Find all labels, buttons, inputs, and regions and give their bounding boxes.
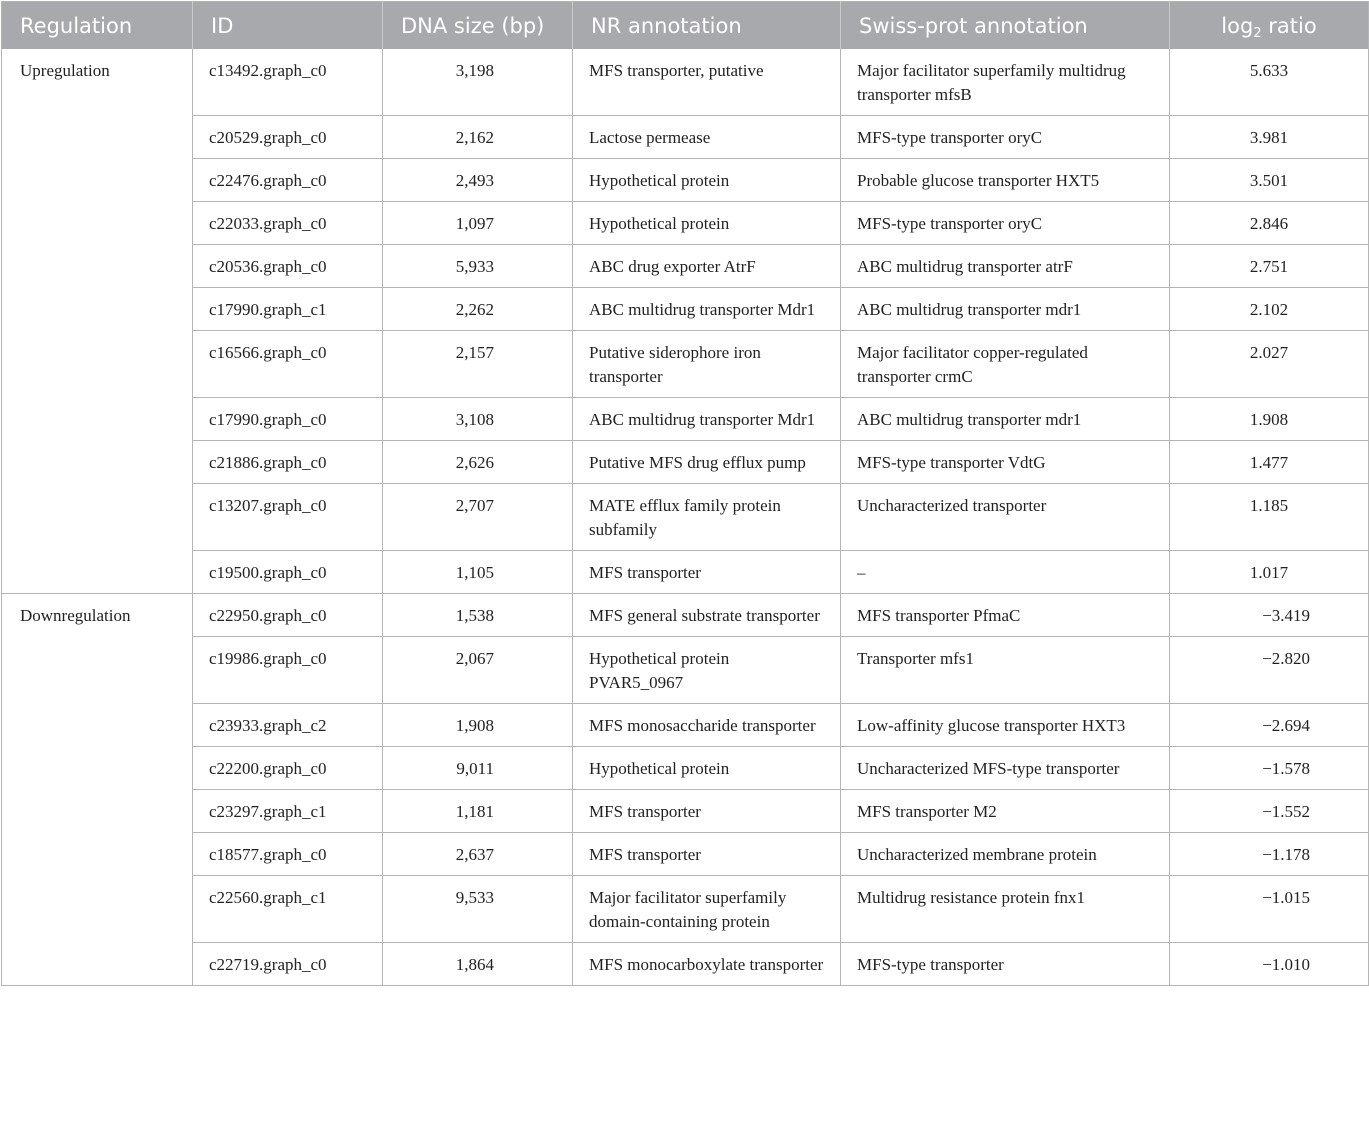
header-row <box>2 2 1369 50</box>
dna-size-cell: 2,637 <box>383 833 573 876</box>
table-row <box>2 202 1369 245</box>
nr-annotation-cell: MATE efflux family protein subfamily <box>573 484 841 551</box>
swiss-prot-cell: MFS-type transporter <box>841 943 1170 986</box>
log2-ratio-cell: 5.633 <box>1170 49 1369 116</box>
table-row <box>2 441 1369 484</box>
id-cell: c22476.graph_c0 <box>193 159 383 202</box>
transporter-table <box>1 1 1369 986</box>
nr-annotation-cell: Hypothetical protein <box>573 747 841 790</box>
dna-size-cell: 9,011 <box>383 747 573 790</box>
id-cell: c19500.graph_c0 <box>193 551 383 594</box>
log2-ratio-cell: −1.010 <box>1170 943 1369 986</box>
table-row <box>2 551 1369 594</box>
table-row <box>2 594 1369 637</box>
dna-size-cell: 1,864 <box>383 943 573 986</box>
nr-annotation-cell: MFS general substrate transporter <box>573 594 841 637</box>
swiss-prot-cell: Uncharacterized membrane protein <box>841 833 1170 876</box>
dna-size-cell: 1,097 <box>383 202 573 245</box>
id-cell: c22560.graph_c1 <box>193 876 383 943</box>
swiss-prot-cell: Multidrug resistance protein fnx1 <box>841 876 1170 943</box>
header-swiss-prot-annotation: Swiss-prot annotation <box>841 2 1170 50</box>
id-cell: c16566.graph_c0 <box>193 331 383 398</box>
nr-annotation-cell: MFS transporter <box>573 551 841 594</box>
table-row <box>2 398 1369 441</box>
regulation-cell: Downregulation <box>2 594 193 986</box>
id-cell: c17990.graph_c1 <box>193 288 383 331</box>
nr-annotation-cell: Lactose permease <box>573 116 841 159</box>
id-cell: c22719.graph_c0 <box>193 943 383 986</box>
log2-ratio-cell: −3.419 <box>1170 594 1369 637</box>
id-cell: c22200.graph_c0 <box>193 747 383 790</box>
dna-size-cell: 2,157 <box>383 331 573 398</box>
table-row <box>2 288 1369 331</box>
table-row <box>2 704 1369 747</box>
log2-ratio-cell: −1.178 <box>1170 833 1369 876</box>
table-row <box>2 637 1369 704</box>
nr-annotation-cell: ABC multidrug transporter Mdr1 <box>573 398 841 441</box>
nr-annotation-cell: Hypothetical protein PVAR5_0967 <box>573 637 841 704</box>
swiss-prot-cell: MFS transporter M2 <box>841 790 1170 833</box>
log2-ratio-cell: 2.027 <box>1170 331 1369 398</box>
nr-annotation-cell: Hypothetical protein <box>573 202 841 245</box>
dna-size-cell: 3,198 <box>383 49 573 116</box>
swiss-prot-cell: Probable glucose transporter HXT5 <box>841 159 1170 202</box>
nr-annotation-cell: MFS monosaccharide transporter <box>573 704 841 747</box>
dna-size-cell: 9,533 <box>383 876 573 943</box>
dna-size-cell: 1,105 <box>383 551 573 594</box>
nr-annotation-cell: Putative MFS drug efflux pump <box>573 441 841 484</box>
id-cell: c20529.graph_c0 <box>193 116 383 159</box>
table-row <box>2 484 1369 551</box>
header-dna-size: DNA size (bp) <box>383 2 573 50</box>
swiss-prot-cell: ABC multidrug transporter atrF <box>841 245 1170 288</box>
table-row <box>2 245 1369 288</box>
log2-ratio-cell: 2.102 <box>1170 288 1369 331</box>
swiss-prot-cell: MFS-type transporter VdtG <box>841 441 1170 484</box>
id-cell: c20536.graph_c0 <box>193 245 383 288</box>
log2-ratio-cell: −1.578 <box>1170 747 1369 790</box>
nr-annotation-cell: MFS transporter, putative <box>573 49 841 116</box>
nr-annotation-cell: ABC drug exporter AtrF <box>573 245 841 288</box>
header-nr-annotation: NR annotation <box>573 2 841 50</box>
dna-size-cell: 3,108 <box>383 398 573 441</box>
swiss-prot-cell: Uncharacterized MFS-type transporter <box>841 747 1170 790</box>
id-cell: c13492.graph_c0 <box>193 49 383 116</box>
id-cell: c22033.graph_c0 <box>193 202 383 245</box>
swiss-prot-cell: Major facilitator superfamily multidrug transporter mfsB <box>841 49 1170 116</box>
header-log-suffix: ratio <box>1261 13 1317 38</box>
table-row <box>2 876 1369 943</box>
log2-ratio-cell: 1.477 <box>1170 441 1369 484</box>
table-row <box>2 943 1369 986</box>
nr-annotation-cell: ABC multidrug transporter Mdr1 <box>573 288 841 331</box>
log2-ratio-cell: 2.751 <box>1170 245 1369 288</box>
nr-annotation-cell: MFS transporter <box>573 833 841 876</box>
dna-size-cell: 2,262 <box>383 288 573 331</box>
id-cell: c17990.graph_c0 <box>193 398 383 441</box>
table-row <box>2 747 1369 790</box>
header-log-prefix: log <box>1221 13 1254 38</box>
log2-ratio-cell: −1.552 <box>1170 790 1369 833</box>
header-regulation: Regulation <box>2 2 193 50</box>
log2-ratio-cell: 1.908 <box>1170 398 1369 441</box>
swiss-prot-cell: MFS-type transporter oryC <box>841 202 1170 245</box>
log2-ratio-cell: 3.501 <box>1170 159 1369 202</box>
nr-annotation-cell: Hypothetical protein <box>573 159 841 202</box>
log2-ratio-cell: 2.846 <box>1170 202 1369 245</box>
id-cell: c23297.graph_c1 <box>193 790 383 833</box>
log2-ratio-cell: 3.981 <box>1170 116 1369 159</box>
regulation-cell: Upregulation <box>2 49 193 594</box>
log2-ratio-cell: −2.694 <box>1170 704 1369 747</box>
dna-size-cell: 5,933 <box>383 245 573 288</box>
dna-size-cell: 1,908 <box>383 704 573 747</box>
table-row <box>2 159 1369 202</box>
table-body <box>2 49 1369 986</box>
id-cell: c23933.graph_c2 <box>193 704 383 747</box>
id-cell: c19986.graph_c0 <box>193 637 383 704</box>
nr-annotation-cell: Putative siderophore iron transporter <box>573 331 841 398</box>
swiss-prot-cell: Uncharacterized transporter <box>841 484 1170 551</box>
table-row <box>2 833 1369 876</box>
dna-size-cell: 2,162 <box>383 116 573 159</box>
swiss-prot-cell: MFS-type transporter oryC <box>841 116 1170 159</box>
table-header <box>2 2 1369 50</box>
log2-ratio-cell: −2.820 <box>1170 637 1369 704</box>
header-id: ID <box>193 2 383 50</box>
dna-size-cell: 2,067 <box>383 637 573 704</box>
log2-ratio-cell: −1.015 <box>1170 876 1369 943</box>
log2-ratio-cell: 1.017 <box>1170 551 1369 594</box>
swiss-prot-cell: ABC multidrug transporter mdr1 <box>841 398 1170 441</box>
table-row <box>2 116 1369 159</box>
id-cell: c13207.graph_c0 <box>193 484 383 551</box>
swiss-prot-cell: ABC multidrug transporter mdr1 <box>841 288 1170 331</box>
header-log-subscript: 2 <box>1253 25 1262 41</box>
swiss-prot-cell: MFS transporter PfmaC <box>841 594 1170 637</box>
id-cell: c21886.graph_c0 <box>193 441 383 484</box>
log2-ratio-cell: 1.185 <box>1170 484 1369 551</box>
dna-size-cell: 1,181 <box>383 790 573 833</box>
table-row <box>2 49 1369 116</box>
swiss-prot-cell: Transporter mfs1 <box>841 637 1170 704</box>
id-cell: c22950.graph_c0 <box>193 594 383 637</box>
nr-annotation-cell: MFS monocarboxylate transporter <box>573 943 841 986</box>
dna-size-cell: 1,538 <box>383 594 573 637</box>
id-cell: c18577.graph_c0 <box>193 833 383 876</box>
swiss-prot-cell: Major facilitator copper-regulated transporter crmC <box>841 331 1170 398</box>
nr-annotation-cell: MFS transporter <box>573 790 841 833</box>
table-row <box>2 790 1369 833</box>
swiss-prot-cell: Low-affinity glucose transporter HXT3 <box>841 704 1170 747</box>
table-row <box>2 331 1369 398</box>
header-log2-ratio <box>1170 2 1369 50</box>
dna-size-cell: 2,493 <box>383 159 573 202</box>
dna-size-cell: 2,626 <box>383 441 573 484</box>
nr-annotation-cell: Major facilitator superfamily domain-containing protein <box>573 876 841 943</box>
swiss-prot-cell: – <box>841 551 1170 594</box>
dna-size-cell: 2,707 <box>383 484 573 551</box>
